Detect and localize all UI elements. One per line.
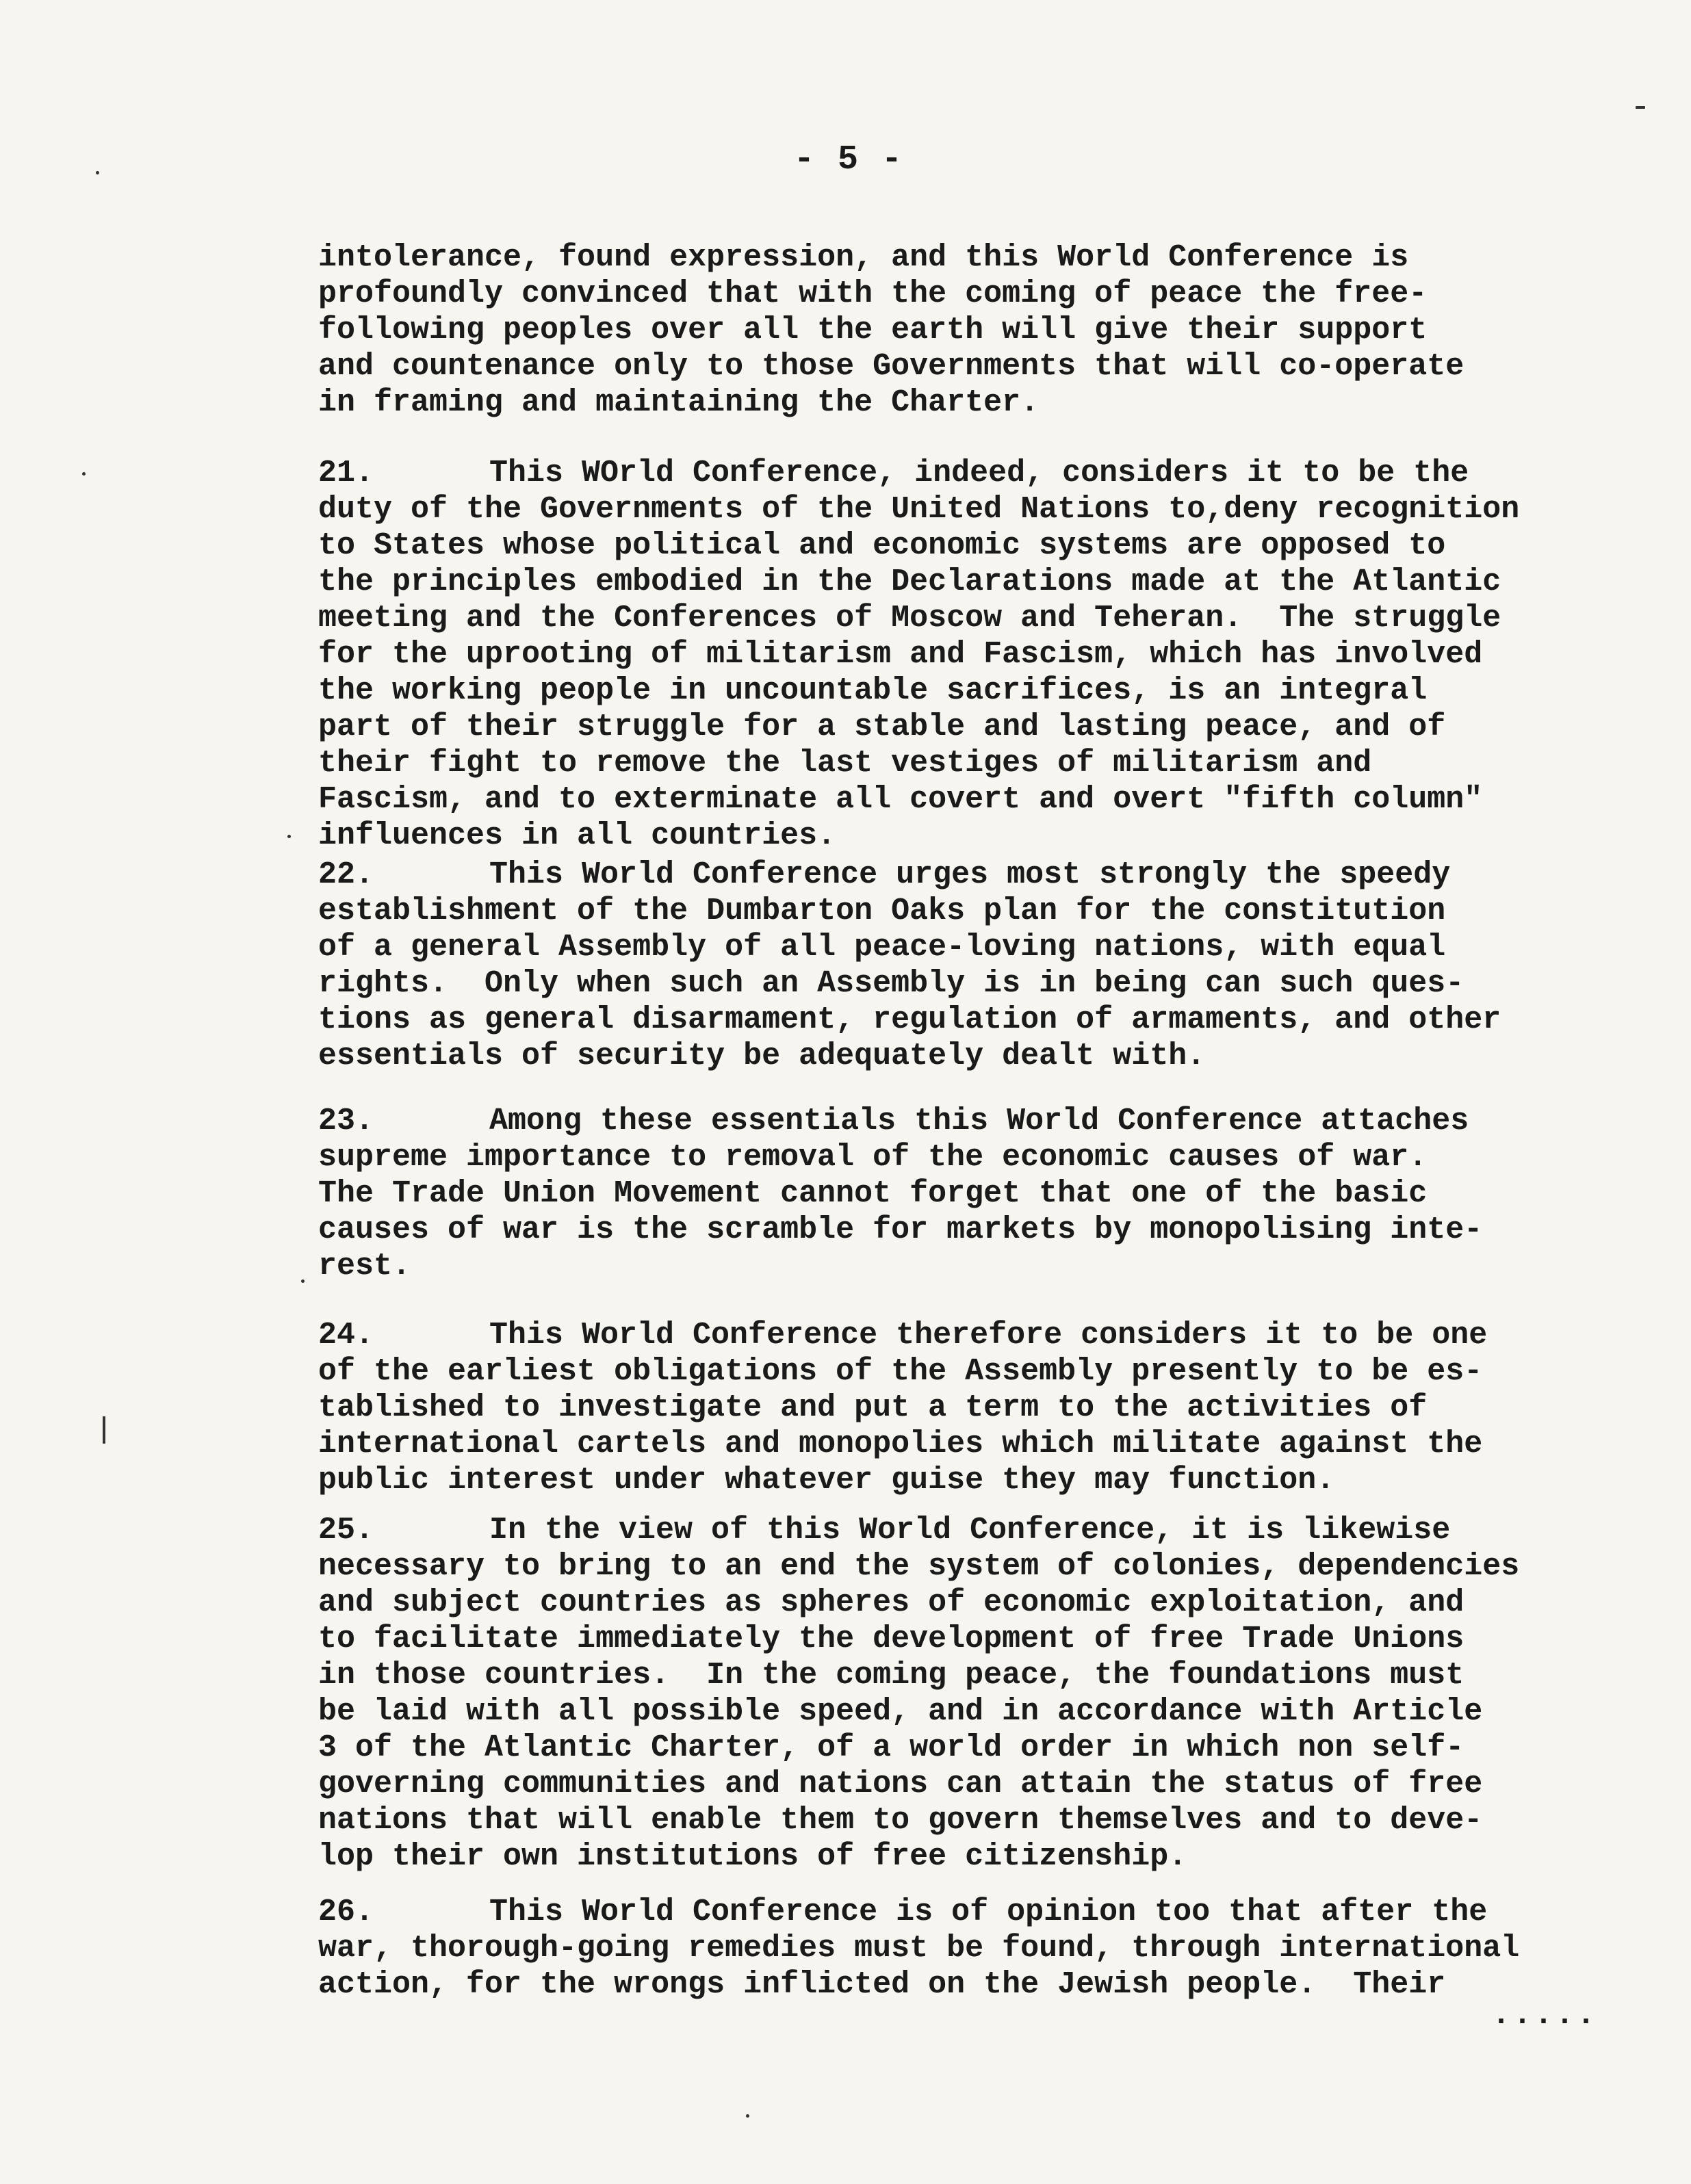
paragraph-line: Fascism, and to exterminate all covert and overt "fifth column" <box>318 782 1483 817</box>
paragraph-line: to facilitate immediately the development of free Trade Unions <box>318 1622 1464 1656</box>
paragraph-line: part of their struggle for a stable and lasting peace, and of <box>318 710 1446 744</box>
paragraph-line: tablished to investigate and put a term to the activities of <box>318 1390 1428 1425</box>
paragraph-number: 26. <box>318 1895 374 1929</box>
paragraph-line <box>318 1103 1673 1139</box>
scan-speck <box>1636 106 1645 109</box>
paragraph-number: 21. <box>318 456 374 491</box>
continuation-mark: ..... <box>1492 1998 1599 2033</box>
paragraph-line: intolerance, found expression, and this World Conference is <box>318 240 1409 275</box>
paragraph <box>318 1317 1673 1498</box>
paragraph <box>318 1894 1673 2003</box>
paragraph-line: lop their own institutions of free citizenship. <box>318 1839 1187 1874</box>
paragraph-line: the working people in uncountable sacrifices, is an integral <box>318 673 1428 708</box>
paragraph <box>318 1103 1673 1284</box>
paragraph-line: establishment of the Dumbarton Oaks plan for the constitution <box>318 894 1446 928</box>
paragraph-line <box>318 1317 1673 1353</box>
paragraph-text: In the view of this World Conference, it is likewise <box>489 1513 1451 1548</box>
paragraph-line: The Trade Union Movement cannot forget that one of the basic <box>318 1176 1428 1211</box>
paragraph-line: to States whose political and economic systems are opposed to <box>318 528 1446 563</box>
paragraph <box>318 857 1673 1074</box>
paragraph-text: This WOrld Conference, indeed, considers it to be the <box>489 456 1469 491</box>
paragraph-line: meeting and the Conferences of Moscow and Teheran. The struggle <box>318 601 1501 636</box>
paragraph-text: This World Conference urges most strongly the speedy <box>489 857 1451 892</box>
scan-speck <box>82 472 86 476</box>
paragraph <box>318 239 1673 421</box>
paragraph-text: This World Conference is of opinion too that after the <box>489 1895 1488 1929</box>
scan-speck <box>301 1279 305 1283</box>
paragraph-text: Among these essentials this World Conference attaches <box>489 1104 1469 1139</box>
paragraph-line: their fight to remove the last vestiges of militarism and <box>318 746 1372 781</box>
paragraph-line: of the earliest obligations of the Assembly presently to be es- <box>318 1354 1483 1389</box>
scan-speck <box>96 171 99 174</box>
paragraph-number: 24. <box>318 1318 374 1353</box>
paragraph-line <box>318 857 1673 893</box>
paragraph-line: nations that will enable them to govern themselves and to deve- <box>318 1803 1483 1838</box>
paragraph-line: essentials of security be adequately dealt with. <box>318 1039 1206 1074</box>
scan-speck <box>103 1416 105 1444</box>
paragraph-line: war, thorough-going remedies must be found, through international <box>318 1931 1520 1966</box>
paragraph-line: and subject countries as spheres of economic exploitation, and <box>318 1585 1464 1620</box>
scan-speck <box>746 2114 749 2118</box>
paragraph-number: 22. <box>318 857 374 892</box>
paragraph-line: for the uprooting of militarism and Fascism, which has involved <box>318 637 1483 672</box>
paragraph <box>318 1512 1673 1875</box>
paragraph-line: profoundly convinced that with the coming of peace the free- <box>318 276 1428 311</box>
paragraph-line: international cartels and monopolies which militate against the <box>318 1427 1483 1461</box>
paragraph-line: rest. <box>318 1249 411 1284</box>
paragraph-line: of a general Assembly of all peace-loving nations, with equal <box>318 930 1446 965</box>
paragraph-line: public interest under whatever guise they may function. <box>318 1463 1335 1498</box>
paragraph <box>318 455 1673 854</box>
paragraph-line <box>318 1894 1673 1930</box>
paragraph-text: This World Conference therefore considers it to be one <box>489 1318 1488 1353</box>
paragraph-line: following peoples over all the earth will give their support <box>318 313 1428 348</box>
page-number: - 5 - <box>794 140 904 179</box>
paragraph-line: in those countries. In the coming peace, the foundations must <box>318 1658 1464 1693</box>
paragraph-line: supreme importance to removal of the economic causes of war. <box>318 1140 1428 1175</box>
paragraph-line: action, for the wrongs inflicted on the Jewish people. Their <box>318 1967 1446 2002</box>
paragraph-line: 3 of the Atlantic Charter, of a world order in which non self- <box>318 1730 1464 1765</box>
paragraph-line: causes of war is the scramble for markets by monopolising inte- <box>318 1212 1483 1247</box>
paragraph-line <box>318 455 1673 491</box>
paragraph-line: and countenance only to those Governments that will co-operate <box>318 349 1464 384</box>
paragraph-line: tions as general disarmament, regulation of armaments, and other <box>318 1002 1501 1037</box>
paragraph-line: the principles embodied in the Declarations made at the Atlantic <box>318 564 1501 599</box>
paragraph-line: rights. Only when such an Assembly is in being can such ques- <box>318 966 1464 1001</box>
scan-speck <box>287 835 291 838</box>
paragraph-line <box>318 1512 1673 1548</box>
paragraph-number: 23. <box>318 1104 374 1139</box>
paragraph-line: in framing and maintaining the Charter. <box>318 385 1040 420</box>
paragraph-number: 25. <box>318 1513 374 1548</box>
paragraph-line: influences in all countries. <box>318 818 836 853</box>
paragraph-line: be laid with all possible speed, and in accordance with Article <box>318 1694 1483 1729</box>
paragraph-line: necessary to bring to an end the system of colonies, dependencies <box>318 1549 1520 1584</box>
paragraph-line: governing communities and nations can attain the status of free <box>318 1767 1483 1802</box>
paragraph-line: duty of the Governments of the United Nations to,deny recognition <box>318 492 1520 527</box>
